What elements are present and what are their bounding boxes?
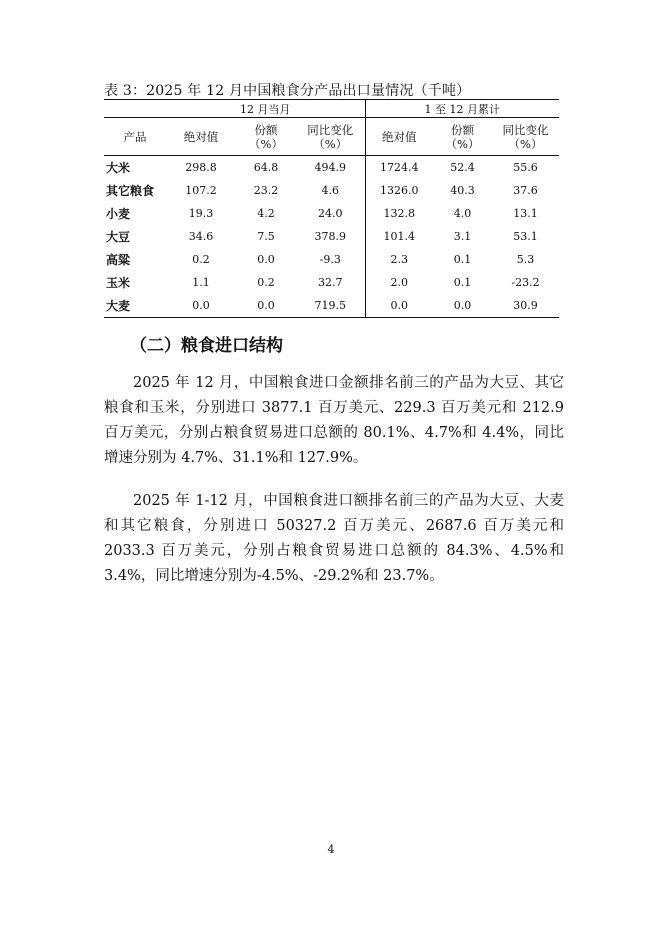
column-header-row [104,118,559,156]
table-cell: 5.3 [516,253,535,266]
table-cell: 7.5 [257,230,275,243]
product-name: 高粱 [106,253,131,267]
table-cell: 40.3 [450,184,475,197]
table-cell: 0.2 [257,276,275,289]
product-name: 玉米 [106,276,131,290]
table-cell: 0.0 [365,294,433,318]
table-cell: 4.0 [453,207,472,220]
table-cell: 0.1 [453,276,472,289]
product-name: 大米 [106,161,131,175]
table-cell: 0.0 [166,294,236,318]
table-row [104,179,559,202]
column-header-absolute-cumulative: 绝对值 [365,118,433,156]
table-row [104,225,559,248]
table-cell: 32.7 [318,276,343,289]
section-heading: （二）粮食进口结构 [130,336,283,356]
table-row [104,271,559,294]
group-header-row [104,100,559,118]
table-cell: 24.0 [318,207,343,220]
paragraph-annual: 2025 年 1-12 月，中国粮食进口额排名前三的产品为大豆、大麦和其它粮食，分别进口 50327.2 百万美元、2687.6 百万美元和 2033.3 百万美元，分别占粮食贸易进口总额的 84.3%、4.5%和 3.4%，同比增速分别为-4.5%、-29.2%和 23.7%。 [104,493,564,584]
table-cell: 0.0 [257,253,275,266]
table-cell: -23.2 [511,276,540,289]
table-cell: 53.1 [513,230,538,243]
table-cell: 4.2 [257,207,275,220]
table-cell: 1724.4 [365,156,433,180]
table-cell: 30.9 [492,294,559,318]
table-row [104,156,559,180]
table-cell: 64.8 [253,161,279,174]
table-cell: 1326.0 [365,179,433,202]
table-cell: 0.0 [433,294,492,318]
column-header-share-cumulative: 份额 （%） [433,118,492,156]
product-name: 大麦 [104,294,166,318]
table-cell: 107.2 [185,184,217,197]
table-cell: 55.6 [513,161,538,174]
table-cell: 378.9 [314,230,346,243]
table-cell: 719.5 [296,294,365,318]
paragraph-december: 2025 年 12 月，中国粮食进口金额排名前三的产品为大豆、其它粮食和玉米，分别进口 3877.1 百万美元、229.3 百万美元和 212.9 百万美元，分别占粮食贸易进口总额的 80.1%、4.7%和 4.4%，同比增速分别为 4.7%、31.1%和 127.9%。 [104,375,564,466]
table-cell: 2.3 [365,248,433,271]
column-header-share: 份额 （%） [236,118,296,156]
page-number: 4 [327,843,335,856]
table-cell: 0.2 [192,253,210,266]
table-cell: 52.4 [450,161,475,174]
table-cell: 4.6 [321,184,339,197]
table-cell: 19.3 [188,207,214,220]
table-cell: 34.6 [188,230,214,243]
table-cell: 2.0 [365,271,433,294]
table-cell: -9.3 [319,253,341,266]
table-cell: 298.8 [185,161,217,174]
table-cell: 3.1 [453,230,472,243]
table-cell: 37.6 [513,184,538,197]
table-row [104,202,559,225]
table-row [104,294,559,318]
column-header-yoy: 同比变化 （%） [296,118,365,156]
table-cell: 132.8 [365,202,433,225]
table-cell: 1.1 [192,276,210,289]
group-header-cumulative: 1 至 12 月累计 [365,100,559,118]
product-name: 其它粮食 [106,184,155,198]
export-volume-table [104,99,559,318]
column-header-absolute: 绝对值 [166,118,236,156]
table-cell: 0.1 [453,253,472,266]
table-cell: 0.0 [236,294,296,318]
group-header-december: 12 月当月 [166,100,365,118]
column-header-product: 产品 [104,118,166,156]
table-caption: 表 3：2025 年 12 月中国粮食分产品出口量情况（千吨） [104,83,471,99]
table-cell: 23.2 [253,184,279,197]
product-name: 大豆 [106,230,131,244]
table-cell: 13.1 [513,207,538,220]
group-header-blank [104,100,166,118]
table-cell: 101.4 [365,225,433,248]
table-cell: 494.9 [314,161,346,174]
product-name: 小麦 [106,207,131,221]
table-row [104,248,559,271]
column-header-yoy-cumulative: 同比变化 （%） [492,118,559,156]
